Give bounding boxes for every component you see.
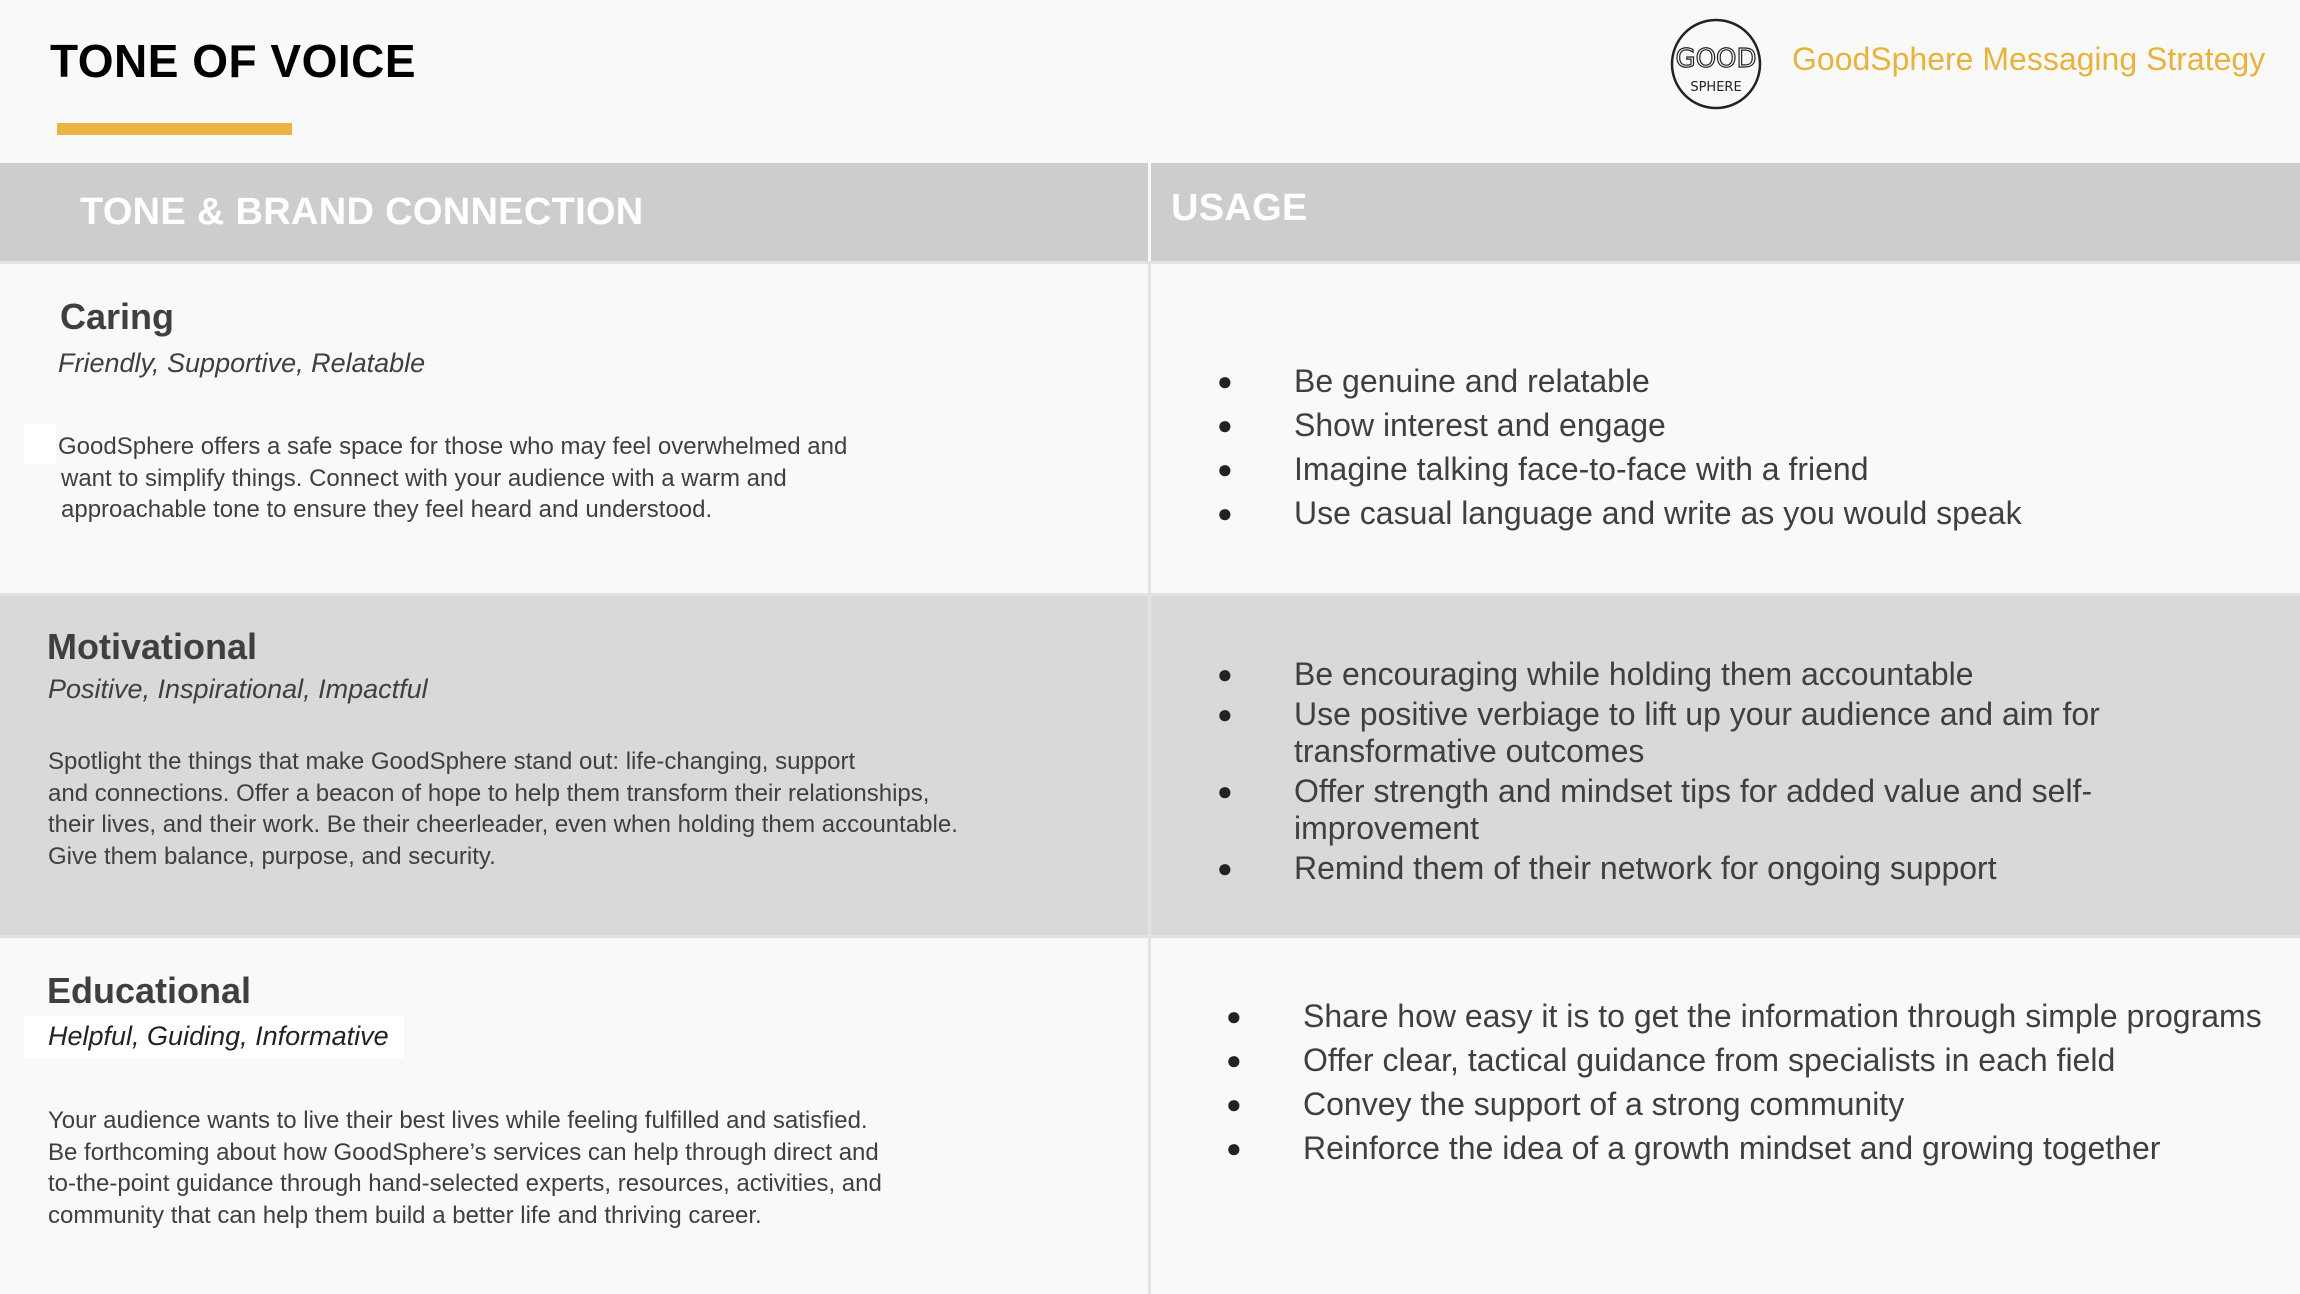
- logo-text-bottom: SPHERE: [1690, 80, 1742, 95]
- tone-cell-caring: [0, 264, 1148, 593]
- list-item: ● Reinforce the idea of a growth mindset and growing together: [1226, 1130, 2161, 1166]
- list-item: ● Remind them of their network for ongoing support: [1217, 850, 1997, 886]
- tone-table: [0, 163, 2300, 1294]
- usage-list: [1226, 998, 2262, 1174]
- brand-name: GoodSphere Messaging Strategy: [1792, 41, 2266, 77]
- tone-subtitle: Friendly, Supportive, Relatable: [58, 348, 426, 378]
- usage-cell-educational: [1151, 938, 2300, 1294]
- usage-cell-motivational: [1151, 596, 2300, 935]
- tone-description: Your audience wants to live their best lives while feeling fulfilled and satisfied. Be forthcoming about how GoodSphere’s services can help through direct and to-the-point guidance through hand-selected experts, resources, activities, and community that can help them build a better life and thriving career.: [48, 1107, 882, 1229]
- tone-description: Spotlight the things that make GoodSphere stand out: life-changing, support and connections. Offer a beacon of hope to help them transform their relationships, their lives, and their work. Be their cheerleader, even when holding them accountable. Give them balance, purpose, and security.: [48, 748, 958, 870]
- list-item: ● Convey the support of a strong community: [1226, 1086, 1905, 1122]
- list-item: ● Be genuine and relatable: [1217, 363, 1650, 399]
- tone-name: Motivational: [47, 626, 258, 667]
- usage-cell-caring: [1151, 264, 2300, 593]
- list-item: ● Offer clear, tactical guidance from specialists in each field: [1226, 1042, 2116, 1078]
- goodsphere-logo: [1669, 17, 1763, 111]
- logo-text-top: GOOD: [1675, 44, 1757, 74]
- list-item: ● Be encouraging while holding them accountable: [1217, 656, 1974, 692]
- title-underline: [57, 123, 292, 135]
- list-item: ● Imagine talking face-to-face with a friend: [1217, 451, 1869, 487]
- list-item: ● Use casual language and write as you would speak: [1217, 495, 2022, 531]
- usage-list: [1217, 363, 2022, 539]
- tone-description: GoodSphere offers a safe space for those who may feel overwhelmed and want to simplify things. Connect with your audience with a warm and approachable tone to ensure they feel heard and understood.: [58, 433, 848, 523]
- white-mark: [24, 424, 56, 464]
- list-item: ● Show interest and engage: [1217, 407, 1666, 443]
- tone-cell-educational: [0, 938, 1148, 1294]
- tone-cell-motivational: [0, 596, 1148, 935]
- header-tone-brand-label: TONE & BRAND CONNECTION: [80, 191, 644, 233]
- tone-name: Caring: [60, 296, 175, 337]
- tone-subtitle: Helpful, Guiding, Informative: [48, 1021, 389, 1051]
- list-item: ● Use positive verbiage to lift up your audience and aim for transformative outcomes: [1217, 696, 2100, 769]
- list-item: ● Offer strength and mindset tips for added value and self-improvement: [1217, 773, 2093, 846]
- header-tone-brand: [0, 163, 1148, 261]
- page-title: TONE OF VOICE: [50, 35, 417, 87]
- usage-list: [1217, 656, 2277, 890]
- header-usage-label: USAGE: [1171, 187, 1308, 229]
- list-item: ● Share how easy it is to get the information through simple programs: [1226, 998, 2262, 1034]
- tone-subtitle: Positive, Inspirational, Impactful: [48, 674, 428, 704]
- header-usage: [1151, 163, 2300, 261]
- tone-name: Educational: [47, 970, 252, 1011]
